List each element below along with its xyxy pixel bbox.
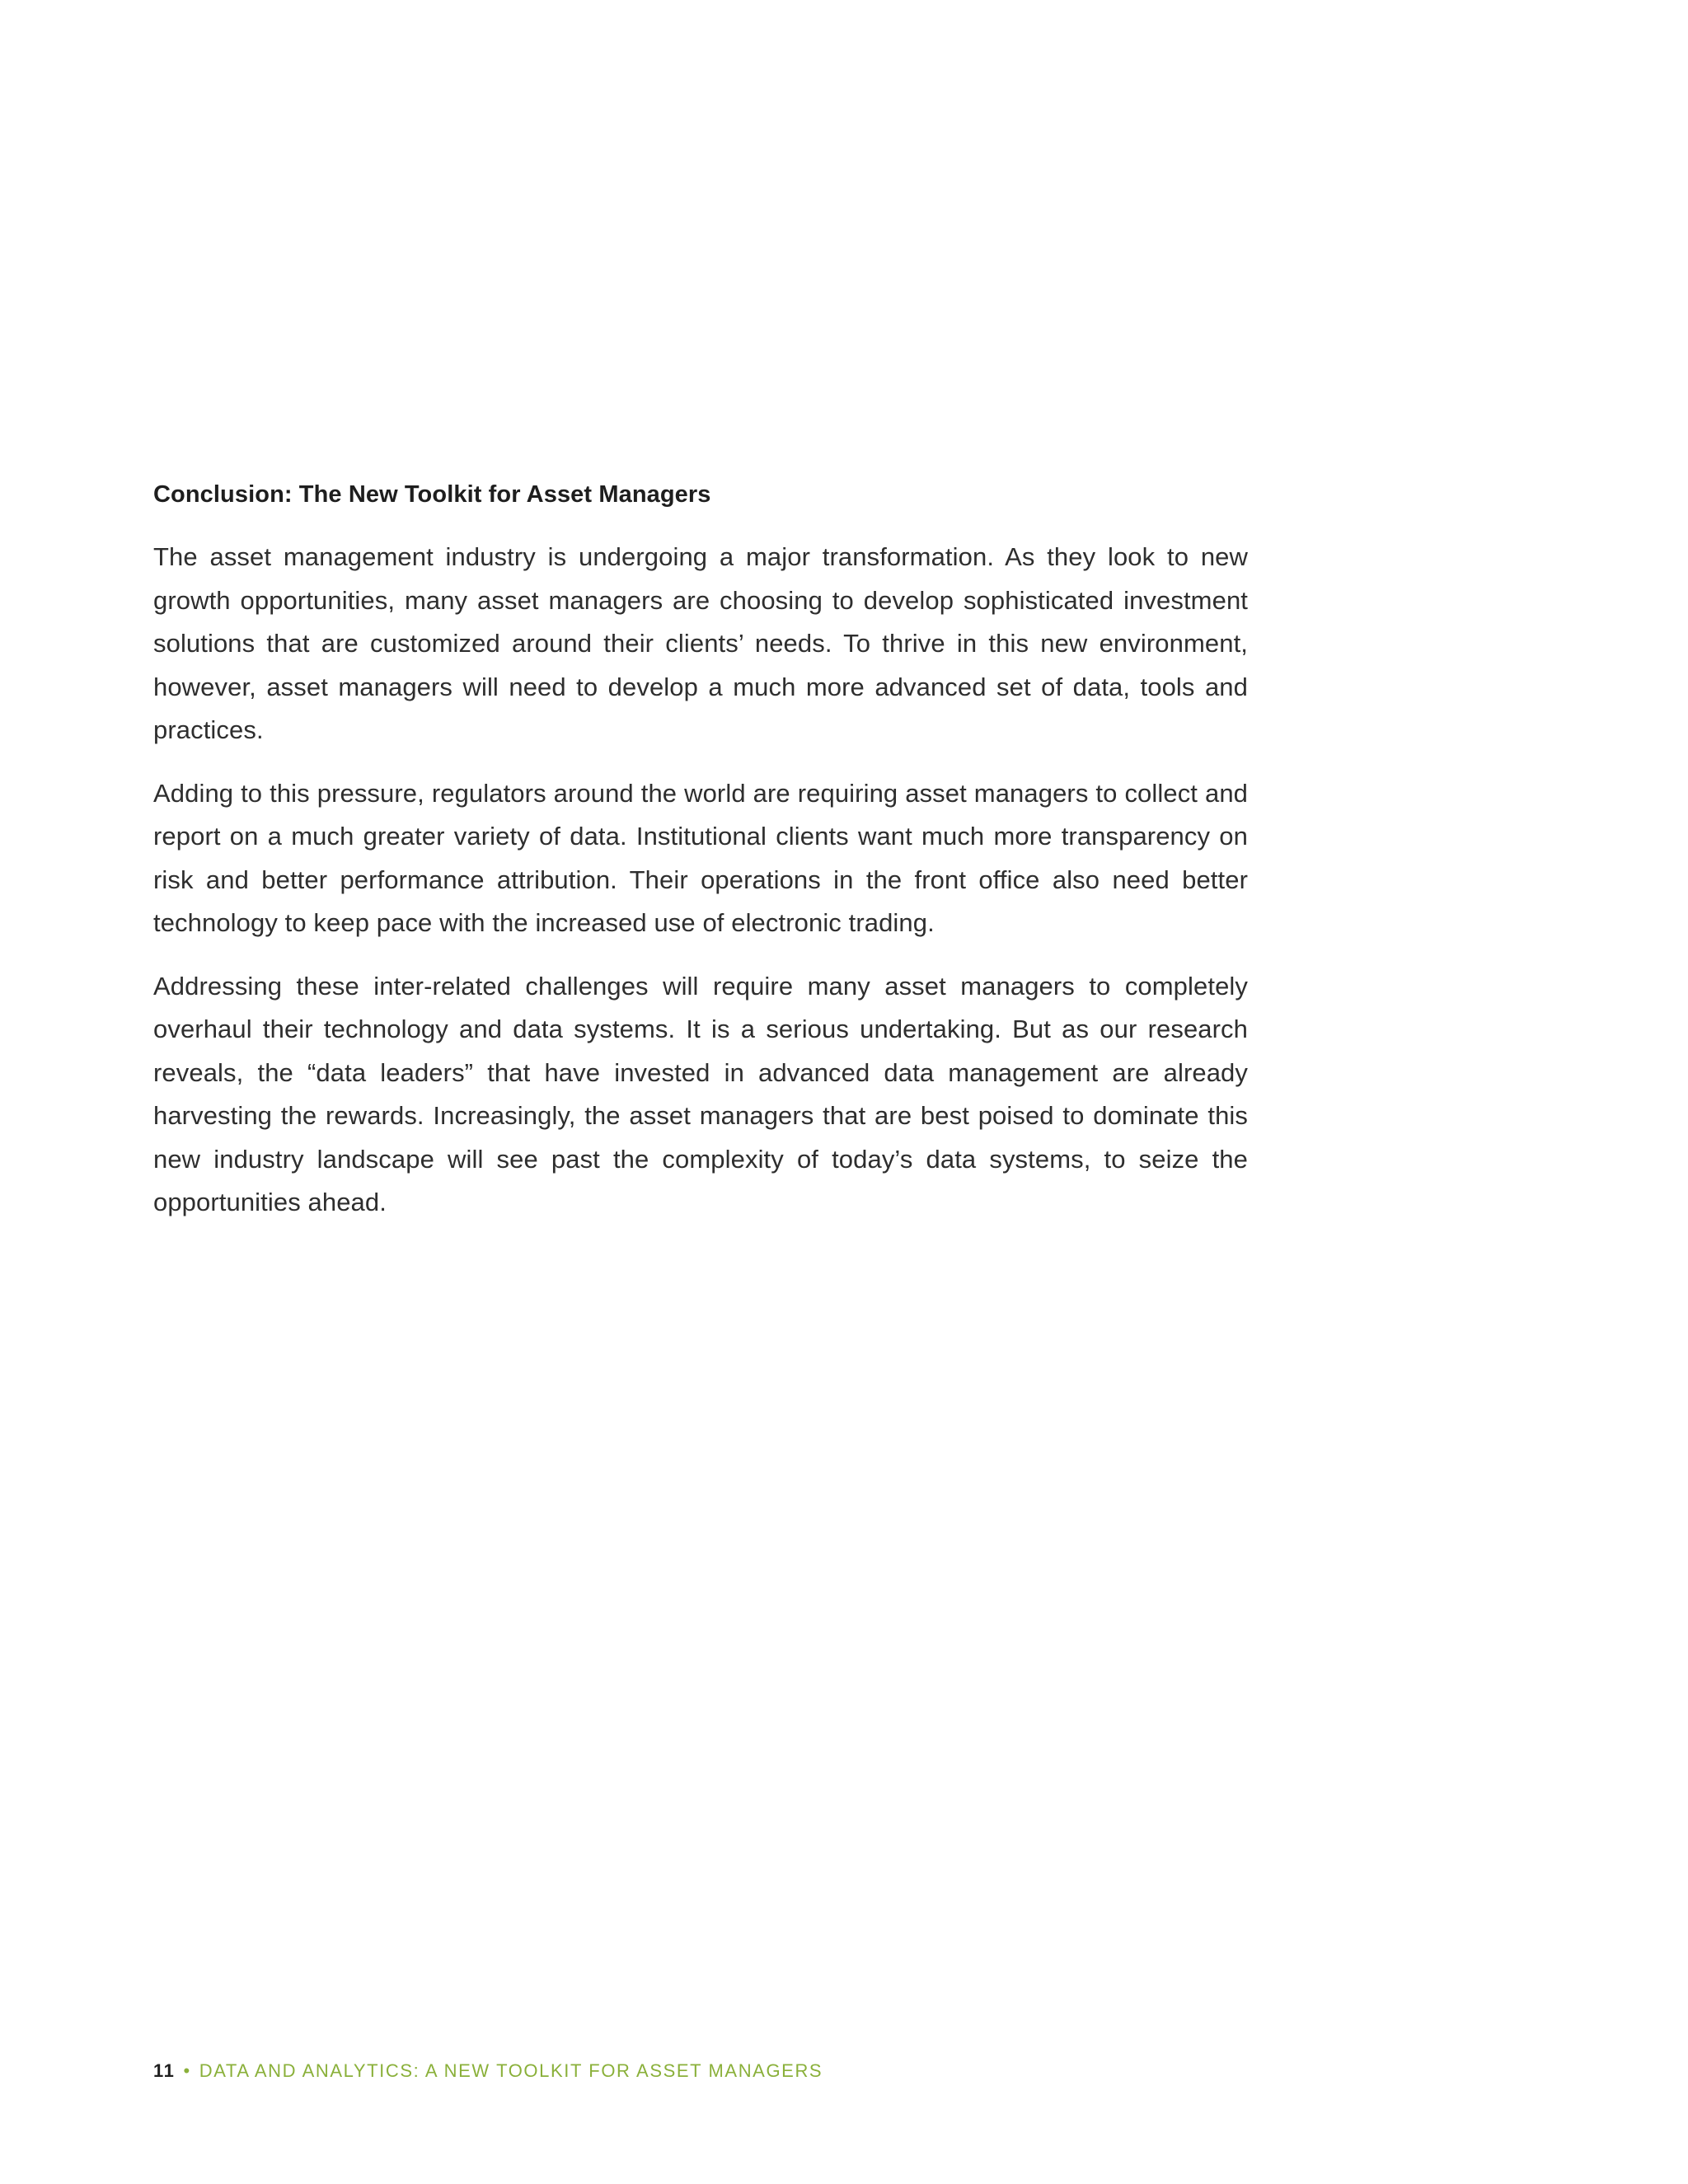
page-footer bbox=[153, 2059, 823, 2083]
body-paragraph-3: Addressing these inter-related challenges will require many asset managers to completely overhaul their technology and data systems. It is a serious undertaking. But as our research reveals, the “data leaders” that have invested in advanced data management are already harvesting the rewards. Increasingly, the asset managers that are best poised to dominate this new industry landscape will see past the complexity of today’s data systems, to seize the opportunities ahead. bbox=[153, 971, 1248, 1216]
footer-separator: • bbox=[183, 2060, 191, 2081]
page-number: 11 bbox=[153, 2060, 176, 2081]
body-paragraph-2: Adding to this pressure, regulators around the world are requiring asset managers to collect and report on a much greater variety of data. Institutional clients want much more transparency on risk and better performance attribution. Their operations in the front office also need better technology to keep pace with the increased use of electronic trading. bbox=[153, 778, 1248, 937]
conclusion-section bbox=[153, 476, 1248, 1244]
section-heading: Conclusion: The New Toolkit for Asset Managers bbox=[153, 481, 711, 508]
body-paragraph-1: The asset management industry is undergoing a major transformation. As they look to new growth opportunities, many asset managers are choosing to develop sophisticated investment solutions that are customized around their clients’ needs. To thrive in this new environment, however, asset managers will need to develop a much more advanced set of data, tools and practices. bbox=[153, 542, 1248, 744]
running-title: DATA AND ANALYTICS: A NEW TOOLKIT FOR ASSET MANAGERS bbox=[199, 2060, 823, 2081]
